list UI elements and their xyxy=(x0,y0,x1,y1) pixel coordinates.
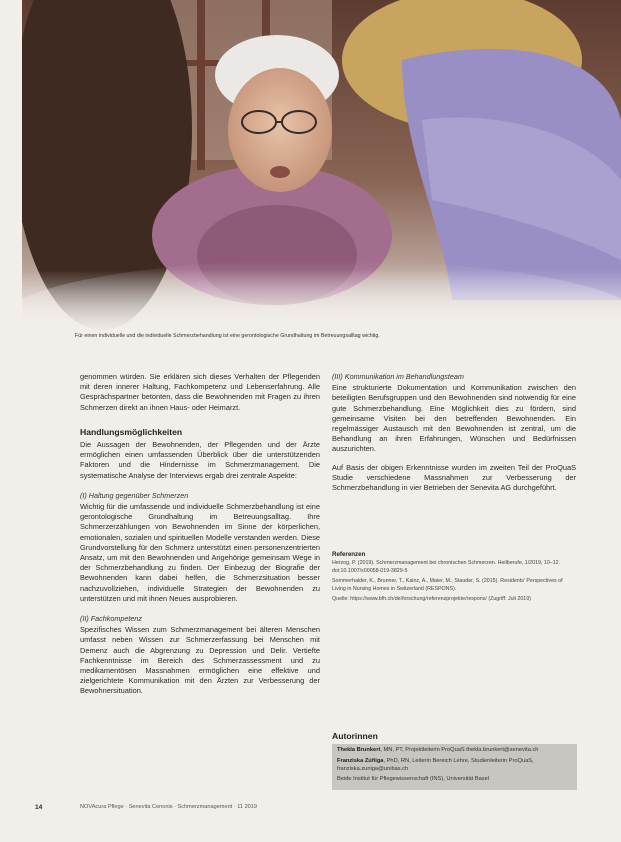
article-left-column xyxy=(80,372,320,705)
reference-item: Quelle: https://www.bfh.ch/de/forschung/referenzprojekte/respons/ (Zugriff: Juli 2019) xyxy=(332,596,531,603)
author-details: , MN, PT, Projektleiterin ProQuaS thekla.brunkert@senevita.ch xyxy=(380,747,539,753)
subsection-title-1: (I) Haltung gegenüber Schmerzen xyxy=(80,490,189,500)
subsection-body-1: Wichtig für die umfassende und individuelle Schmerzbehandlung ist eine gerontologische Grundhaltung im Betreuungsalltag. Ihre Schmerzerzählungen von Bewohnenden im Sinne der körperlichen, emotionalen, sozialen und spirituellen Modelle verstanden werden. Diese Grundvorstellung für den Schmerz unterstützt einen personenzentrierten Ansatz, um mit den Bewohnenden und Angehörige gemeinsam Wege in der Schmerzbehandlung zu finden. Der Einbezug der Biografie der Bewohnenden kann dabei helfen, die Schmerzsituation besser nachzuvollziehen, individuelle Strategien der Bewohnenden zu unterstützen und mit ihnen Neues ausprobieren. xyxy=(80,502,320,603)
authors-box xyxy=(332,744,577,790)
author-affiliation: Beide Institut für Pflegewissenschaft (INS), Universität Basel xyxy=(337,776,490,783)
reference-item: Sommerhalder, K., Brunner, T., Kainz, A., Maier, M., Stauder, S. (2015). Residents' Perspectives of Living in Nursing Homes in Switzerland (RESPONS). xyxy=(332,578,563,592)
article-right-column xyxy=(332,372,576,501)
author-entry xyxy=(337,747,572,755)
subsection-title-3: (III) Kommunikation im Behandlungsteam xyxy=(332,372,464,381)
subsection-title-2: (II) Fachkompetenz xyxy=(80,614,142,624)
author-name: Thekla Brunkert xyxy=(337,747,381,753)
reference-item: Herzog, P. (2019). Schmerzmanagement bei chronischen Schmerzen. Heilberufe, 1/2019, 10–12. doi:10.1007/s00058-019-3829-5 xyxy=(332,560,561,574)
heading-paragraph: Die Aussagen der Bewohnenden, der Pflegenden und der Ärzte ermöglichen einen umfassenden Überblick über die unterstützenden Faktoren und die Hindernisse im Schmerzmanagement. Die systematische Analyse der Interviews ergab drei zentrale Aspekte: xyxy=(80,440,320,480)
photo-caption: Für einen individuelle und die individuelle Schmerzbehandlung ist eine gerontologische Grundhaltung im Betreuungsalltag wichtig. xyxy=(75,333,380,339)
references-heading: Referenzen xyxy=(332,551,366,558)
author-details: , PhD, RN, Leiterin Bereich Lehre, Studienleiterin ProQuaS, franziska.zuniga@unibas.ch xyxy=(337,757,534,772)
page-number: 14 xyxy=(35,804,43,811)
subsection-body-3b: Auf Basis der obigen Erkenntnisse wurden im zweiten Teil der ProQuaS Studie verschiedene Massnahmen zur Verbesserung der Schmerzbehandlung in vier Betrieben der Senevita AG durchgeführt. xyxy=(332,462,576,493)
subsection-body-3a: Eine strukturierte Dokumentation und Kommunikation zwischen den beteiligten Berufsgruppen und den Bewohnenden sind notwendig für eine gute Schmerzbehandlung. Eine Möglichkeit dies zu fördern, sind gemeinsame Visiten bei den betreffenden Bewohnenden. Ein regelmässiger Austausch mit den Bewohnenden ist zentral, um die Behandlung an ihren Erfahrungen, Wünschen und Bedürfnissen auszurichten. xyxy=(332,383,576,454)
authors-section xyxy=(332,731,577,790)
section-heading: Handlungsmöglichkeiten xyxy=(80,426,183,437)
author-entry xyxy=(337,758,572,774)
references xyxy=(332,551,572,606)
subsection-body-2: Spezifisches Wissen zum Schmerzmanagement bei älteren Menschen umfasst neben Wissen zur Schmerzerfassung bei Menschen mit Demenz auch die Abgrenzung zu Depression und Delir. Vertiefte Fachkenntnisse im Bereich des Schmerzassessment und zu medikamentösen Massnahmen ermöglichen eine effektive und zielgerichtete Kommunikation mit den Ärzten zur Verbesserung der Bewohnersituation. xyxy=(80,625,320,696)
author-name: Franziska Zúñiga xyxy=(337,757,384,764)
authors-heading: Autorinnen xyxy=(332,731,378,741)
intro-paragraph: genommen würden. Sie erklären sich dieses Verhalten der Pflegenden mit deren innerer Haltung, Fachkompetenz und Lebenserfahrung. Alle Gesprächspartner betonten, dass die Bewohnenden mit Fragen zu ihren Schmerzen direkt an ihnen Haus- oder Heimarzt. xyxy=(80,372,320,412)
article-photo xyxy=(22,0,621,330)
journal-footer: NOVAcura Pflege · Senevita Cenonis · Schmerzmanagement · 11 2019 xyxy=(80,804,258,810)
photo-illustration xyxy=(22,0,621,330)
